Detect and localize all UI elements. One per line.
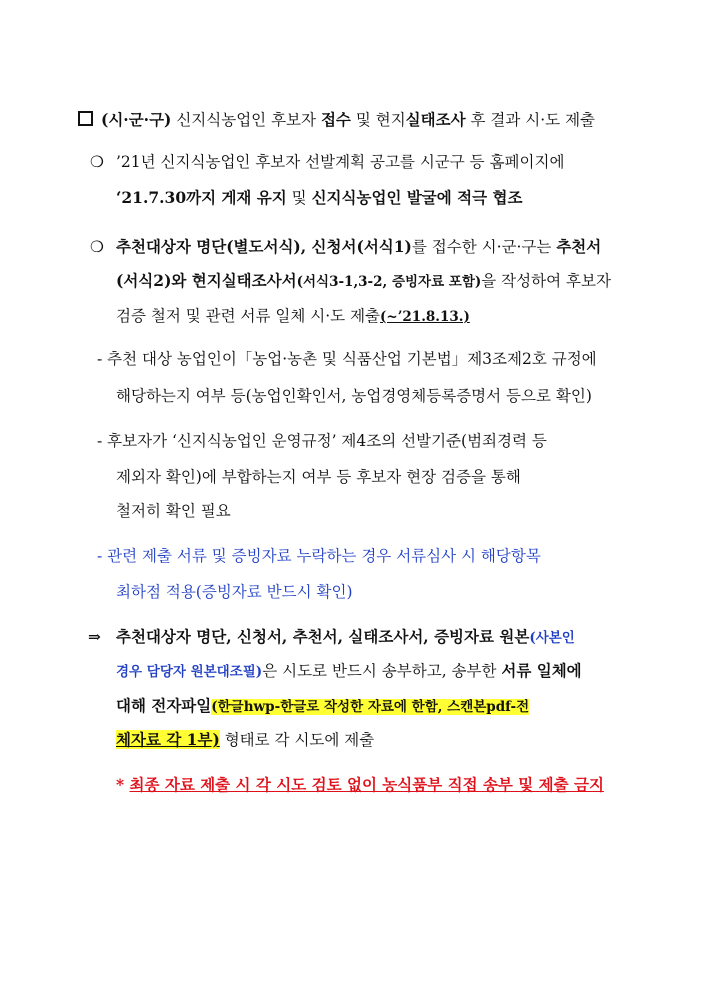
- item2-line2: (서식2)와 현지실태조사서(서식3-1,3-2, 증빙자료 포함)을 작성하여 후보자: [116, 271, 611, 290]
- item2-line3: 검증 철저 및 관련 서류 일체 시·도 제출(~’21.8.13.): [116, 307, 470, 325]
- sub3-line1: - 관련 제출 서류 및 증빙자료 누락하는 경우 서류심사 시 해당항목: [97, 547, 541, 565]
- highlighted-text: 체자료 각 1부): [116, 730, 220, 749]
- circle-bullet-icon: ❍: [90, 238, 104, 256]
- arrow-item-line4: 체자료 각 1부) 형태로 각 시도에 제출: [116, 730, 375, 749]
- arrow-item-line3: 대해 전자파일(한글hwp-한글로 작성한 자료에 한함, 스캔본pdf-전: [116, 696, 530, 715]
- item2-line1: ❍ 추천대상자 명단(별도서식), 신청서(서식1)를 접수한 시·군·구는 추천서: [90, 237, 602, 256]
- section-heading: (시·군·구) 신지식농업인 후보자 접수 및 현지실태조사 후 결과 시·도 제출: [78, 109, 595, 131]
- arrow-item-line2: 경우 담당자 원본대조필)은 시도로 반드시 송부하고, 송부한 서류 일체에: [116, 661, 582, 680]
- double-arrow-icon: ⇒: [88, 627, 101, 646]
- heading-prefix: (시·군·구): [101, 110, 172, 129]
- checkbox-square-icon: [78, 111, 93, 126]
- item1-line1: ❍ ’21년 신지식농업인 후보자 선발계획 공고를 시군구 등 홈페이지에: [90, 153, 565, 171]
- sub1-line1: - 추천 대상 농업인이「농업·농촌 및 식품산업 기본법」제3조제2호 규정에: [97, 350, 597, 368]
- sub2-line3: 철저히 확인 필요: [116, 502, 231, 520]
- final-notice: * 최종 자료 제출 시 각 시도 검토 없이 농식품부 직접 송부 및 제출 금지: [116, 775, 604, 794]
- sub2-line2: 제외자 확인)에 부합하는지 여부 등 후보자 현장 검증을 통해: [116, 468, 521, 486]
- sub2-line1: - 후보자가 ‘신지식농업인 운영규정’ 제4조의 선발기준(범죄경력 등: [97, 432, 547, 450]
- sub1-line2: 해당하는지 여부 등(농업인확인서, 농업경영체등록증명서 등으로 확인): [116, 387, 592, 405]
- circle-bullet-icon: ❍: [90, 153, 104, 171]
- arrow-item-line1: ⇒ 추천대상자 명단, 신청서, 추천서, 실태조사서, 증빙자료 원본(사본인: [88, 627, 575, 646]
- item1-line2: ‘21.7.30까지 게재 유지 및 신지식농업인 발굴에 적극 협조: [116, 188, 523, 207]
- sub3-line2: 최하점 적용(증빙자료 반드시 확인): [116, 583, 353, 601]
- highlighted-text: (한글hwp-한글로 작성한 자료에 한함, 스캔본pdf-전: [211, 699, 530, 715]
